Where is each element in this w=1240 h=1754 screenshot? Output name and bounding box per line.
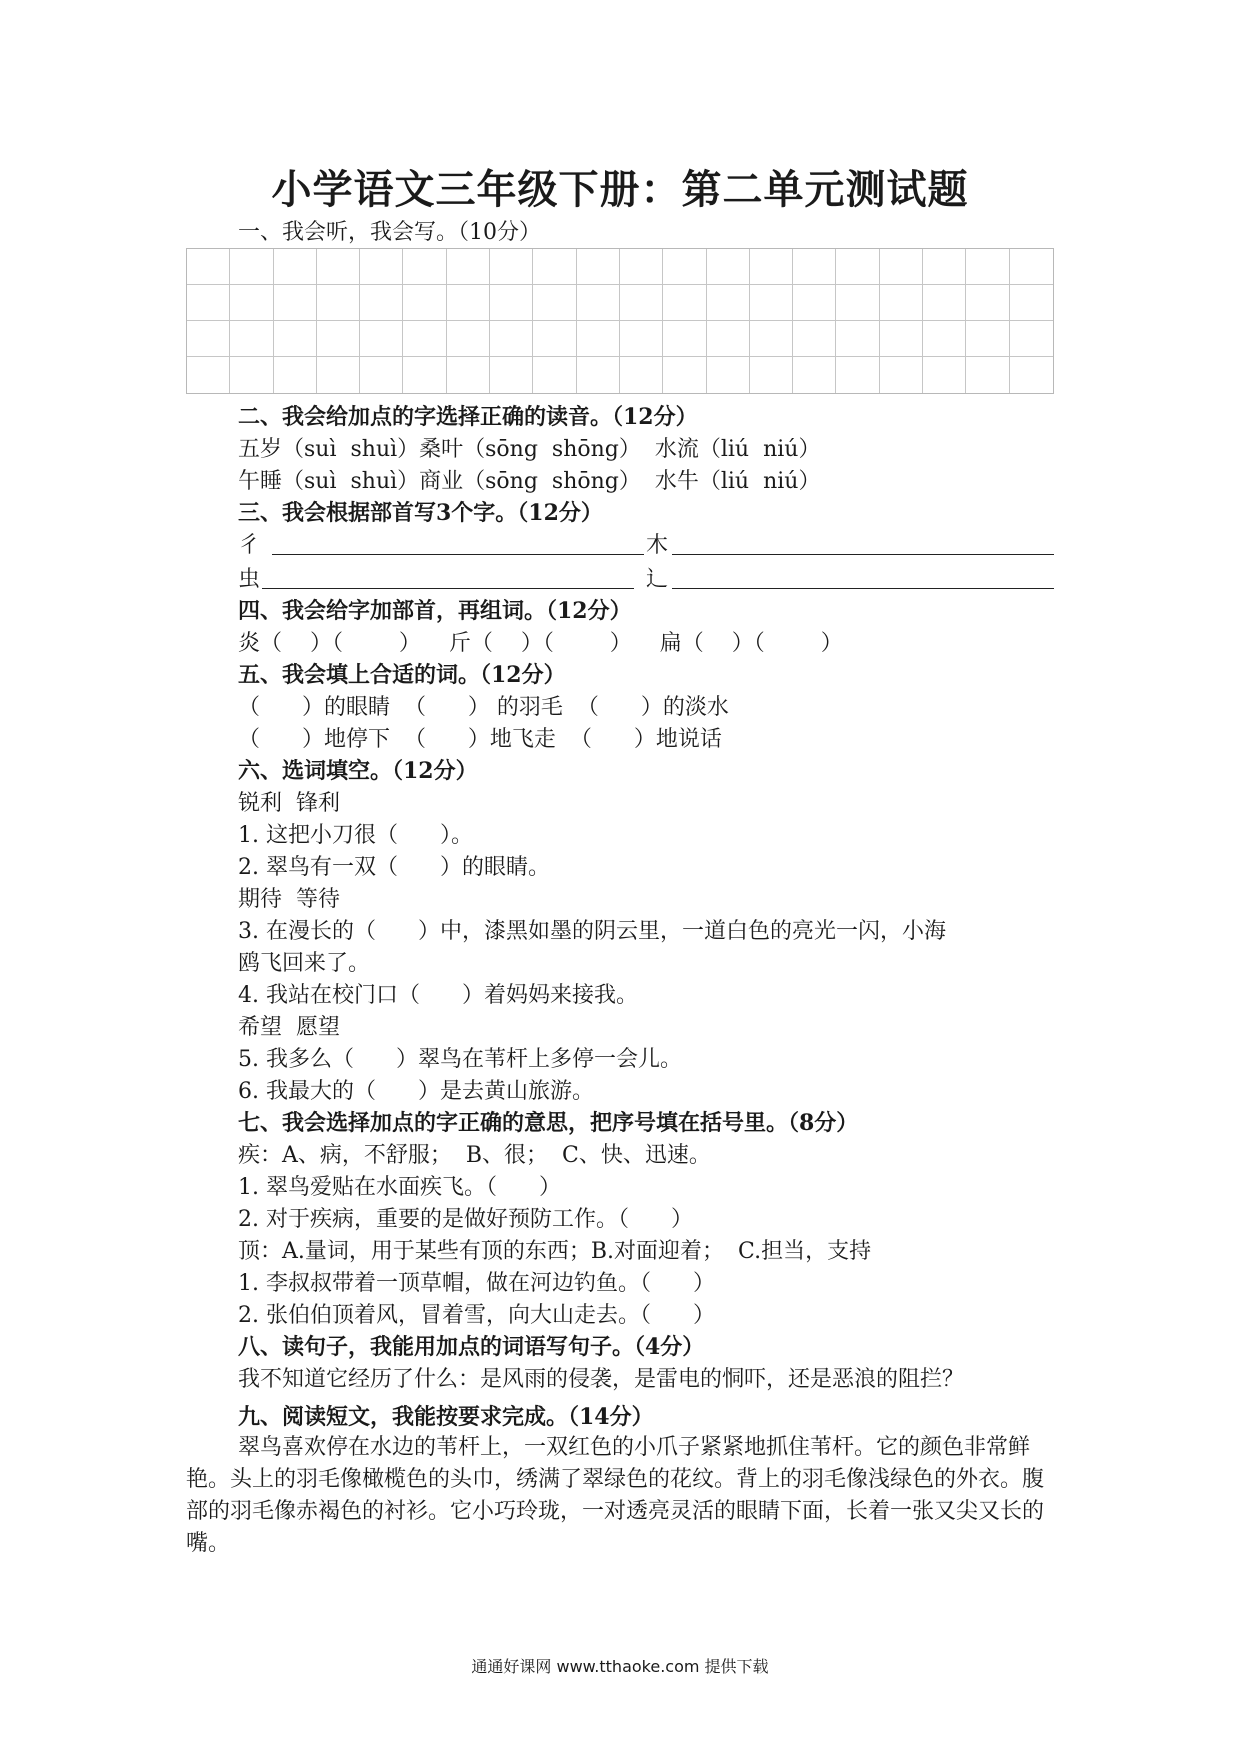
grid-cell[interactable] bbox=[793, 321, 836, 357]
fill-word-line-1: （ ）的眼睛 （ ） 的羽毛 （ ）的淡水 bbox=[238, 695, 729, 720]
radical-answer-line[interactable] bbox=[672, 554, 1054, 555]
grid-cell[interactable] bbox=[274, 357, 317, 393]
word-choice-pair: 锐利 锋利 bbox=[238, 791, 340, 816]
section-3-heading: 三、我会根据部首写3个字。（12分） bbox=[238, 500, 603, 526]
grid-cell[interactable] bbox=[750, 357, 793, 393]
add-radical-line: 炎（ ）（ ） 斤（ ）（ ） 扁（ ）（ ） bbox=[238, 631, 843, 656]
grid-cell[interactable] bbox=[923, 285, 966, 321]
pinyin-line-1: 五岁（suì shuì）桑叶（sōng shōng） 水流（liú niú） bbox=[238, 437, 821, 462]
grid-cell[interactable] bbox=[663, 321, 706, 357]
grid-cell[interactable] bbox=[317, 285, 360, 321]
grid-cell[interactable] bbox=[923, 357, 966, 393]
grid-cell[interactable] bbox=[403, 285, 446, 321]
grid-cell[interactable] bbox=[836, 357, 879, 393]
grid-cell[interactable] bbox=[577, 321, 620, 357]
question-line: 1. 这把小刀很（ ）。 bbox=[238, 823, 473, 848]
grid-cell[interactable] bbox=[533, 249, 576, 285]
radical-answer-line[interactable] bbox=[672, 588, 1054, 589]
grid-cell[interactable] bbox=[1010, 321, 1053, 357]
grid-cell[interactable] bbox=[403, 321, 446, 357]
definition-line: 疾：A、病，不舒服； B、很； C、快、迅速。 bbox=[238, 1143, 711, 1168]
radical-answer-line[interactable] bbox=[262, 588, 634, 589]
grid-cell[interactable] bbox=[1010, 285, 1053, 321]
grid-cell[interactable] bbox=[880, 285, 923, 321]
radical-label: 彳 bbox=[238, 533, 261, 558]
question-line: 2. 翠鸟有一双（ ）的眼睛。 bbox=[238, 855, 550, 880]
grid-cell[interactable] bbox=[923, 249, 966, 285]
grid-cell[interactable] bbox=[620, 321, 663, 357]
grid-cell[interactable] bbox=[923, 321, 966, 357]
grid-cell[interactable] bbox=[663, 357, 706, 393]
grid-cell[interactable] bbox=[577, 249, 620, 285]
radical-answer-line[interactable] bbox=[272, 554, 644, 555]
grid-cell[interactable] bbox=[490, 321, 533, 357]
grid-cell[interactable] bbox=[533, 357, 576, 393]
question-line: 2. 对于疾病，重要的是做好预防工作。（ ） bbox=[238, 1207, 693, 1232]
question-line: 4. 我站在校门口（ ）着妈妈来接我。 bbox=[238, 983, 638, 1008]
grid-cell[interactable] bbox=[836, 249, 879, 285]
grid-cell[interactable] bbox=[793, 357, 836, 393]
grid-cell[interactable] bbox=[490, 285, 533, 321]
grid-cell[interactable] bbox=[274, 321, 317, 357]
radical-label: 虫 bbox=[238, 567, 261, 592]
grid-cell[interactable] bbox=[836, 321, 879, 357]
question-line: 3. 在漫长的（ ）中，漆黑如墨的阴云里，一道白色的亮光一闪，小海 bbox=[238, 919, 946, 944]
grid-cell[interactable] bbox=[447, 285, 490, 321]
question-line-cont: 鸥飞回来了。 bbox=[238, 951, 371, 976]
grid-cell[interactable] bbox=[447, 249, 490, 285]
section-8-heading: 八、读句子，我能用加点的词语写句子。（4分） bbox=[238, 1334, 705, 1360]
question-line: 5. 我多么（ ）翠鸟在苇杆上多停一会儿。 bbox=[238, 1047, 682, 1072]
grid-cell[interactable] bbox=[360, 321, 403, 357]
grid-cell[interactable] bbox=[793, 249, 836, 285]
grid-cell[interactable] bbox=[620, 285, 663, 321]
section-1-heading: 一、我会听，我会写。（10分） bbox=[238, 220, 541, 245]
grid-cell[interactable] bbox=[620, 249, 663, 285]
grid-cell[interactable] bbox=[707, 249, 750, 285]
grid-cell[interactable] bbox=[966, 285, 1009, 321]
pinyin-line-2: 午睡（suì shuì）商业（sōng shōng） 水牛（liú niú） bbox=[238, 469, 821, 494]
grid-cell[interactable] bbox=[490, 249, 533, 285]
grid-cell[interactable] bbox=[447, 321, 490, 357]
grid-cell[interactable] bbox=[360, 249, 403, 285]
grid-cell[interactable] bbox=[707, 285, 750, 321]
grid-cell[interactable] bbox=[274, 285, 317, 321]
grid-cell[interactable] bbox=[620, 357, 663, 393]
grid-cell[interactable] bbox=[663, 285, 706, 321]
grid-cell[interactable] bbox=[1010, 249, 1053, 285]
grid-cell[interactable] bbox=[750, 285, 793, 321]
section-9-heading: 九、阅读短文，我能按要求完成。（14分） bbox=[238, 1404, 654, 1430]
grid-cell[interactable] bbox=[187, 321, 230, 357]
writing-grid[interactable] bbox=[186, 248, 1054, 394]
question-line: 1. 翠鸟爱贴在水面疾飞。（ ） bbox=[238, 1175, 561, 1200]
fill-word-line-2: （ ）地停下 （ ）地飞走 （ ）地说话 bbox=[238, 727, 722, 752]
section-6-heading: 六、选词填空。（12分） bbox=[238, 758, 478, 784]
grid-cell[interactable] bbox=[230, 249, 273, 285]
question-line: 6. 我最大的（ ）是去黄山旅游。 bbox=[238, 1079, 594, 1104]
grid-cell[interactable] bbox=[1010, 357, 1053, 393]
grid-cell[interactable] bbox=[880, 321, 923, 357]
grid-cell[interactable] bbox=[663, 249, 706, 285]
grid-cell[interactable] bbox=[533, 321, 576, 357]
footer-credit: 通通好课网 www.tthaoke.com 提供下载 bbox=[471, 1657, 769, 1676]
grid-cell[interactable] bbox=[403, 357, 446, 393]
grid-cell[interactable] bbox=[230, 285, 273, 321]
grid-cell[interactable] bbox=[490, 357, 533, 393]
reading-passage: 翠鸟喜欢停在水边的苇杆上，一双红色的小爪子紧紧地抓住苇杆。它的颜色非常鲜艳。头上的羽毛像橄榄色的头巾，绣满了翠绿色的花纹。背上的羽毛像浅绿色的外衣。腹部的羽毛像赤褐色的衬衫。它小巧玲珑，一对透亮灵活的眼睛下面，长着一张又尖又长的嘴。 bbox=[186, 1435, 1045, 1556]
grid-cell[interactable] bbox=[230, 357, 273, 393]
grid-cell[interactable] bbox=[403, 249, 446, 285]
grid-cell[interactable] bbox=[317, 357, 360, 393]
grid-cell[interactable] bbox=[966, 357, 1009, 393]
grid-cell[interactable] bbox=[966, 249, 1009, 285]
grid-cell[interactable] bbox=[187, 285, 230, 321]
grid-cell[interactable] bbox=[274, 249, 317, 285]
radical-label: 木 bbox=[646, 533, 669, 558]
grid-cell[interactable] bbox=[577, 285, 620, 321]
section-7-heading: 七、我会选择加点的字正确的意思，把序号填在括号里。（8分） bbox=[238, 1110, 859, 1136]
grid-cell[interactable] bbox=[836, 285, 879, 321]
page-title: 小学语文三年级下册：第二单元测试题 bbox=[271, 166, 969, 213]
grid-cell[interactable] bbox=[317, 249, 360, 285]
grid-cell[interactable] bbox=[360, 357, 403, 393]
word-choice-pair: 希望 愿望 bbox=[238, 1015, 340, 1040]
grid-cell[interactable] bbox=[317, 321, 360, 357]
question-line: 1. 李叔叔带着一顶草帽，做在河边钓鱼。（ ） bbox=[238, 1271, 715, 1296]
grid-cell[interactable] bbox=[447, 357, 490, 393]
grid-cell[interactable] bbox=[360, 285, 403, 321]
grid-cell[interactable] bbox=[793, 285, 836, 321]
grid-cell[interactable] bbox=[707, 321, 750, 357]
word-choice-pair: 期待 等待 bbox=[238, 887, 340, 912]
sentence-line: 我不知道它经历了什么：是风雨的侵袭，是雷电的恫吓，还是恶浪的阻拦？ bbox=[238, 1367, 965, 1392]
section-4-heading: 四、我会给字加部首，再组词。（12分） bbox=[238, 598, 632, 624]
grid-cell[interactable] bbox=[187, 357, 230, 393]
grid-cell[interactable] bbox=[966, 321, 1009, 357]
grid-cell[interactable] bbox=[880, 249, 923, 285]
grid-cell[interactable] bbox=[533, 285, 576, 321]
definition-line: 顶：A.量词，用于某些有顶的东西；B.对面迎着； C.担当，支持 bbox=[238, 1239, 872, 1264]
grid-cell[interactable] bbox=[230, 321, 273, 357]
grid-cell[interactable] bbox=[707, 357, 750, 393]
section-2-heading: 二、我会给加点的字选择正确的读音。（12分） bbox=[238, 404, 698, 430]
section-5-heading: 五、我会填上合适的词。（12分） bbox=[238, 662, 566, 688]
grid-cell[interactable] bbox=[880, 357, 923, 393]
grid-cell[interactable] bbox=[750, 321, 793, 357]
grid-cell[interactable] bbox=[577, 357, 620, 393]
grid-cell[interactable] bbox=[187, 249, 230, 285]
question-line: 2. 张伯伯顶着风，冒着雪，向大山走去。（ ） bbox=[238, 1303, 715, 1328]
radical-label: 辶 bbox=[646, 567, 669, 592]
grid-cell[interactable] bbox=[750, 249, 793, 285]
